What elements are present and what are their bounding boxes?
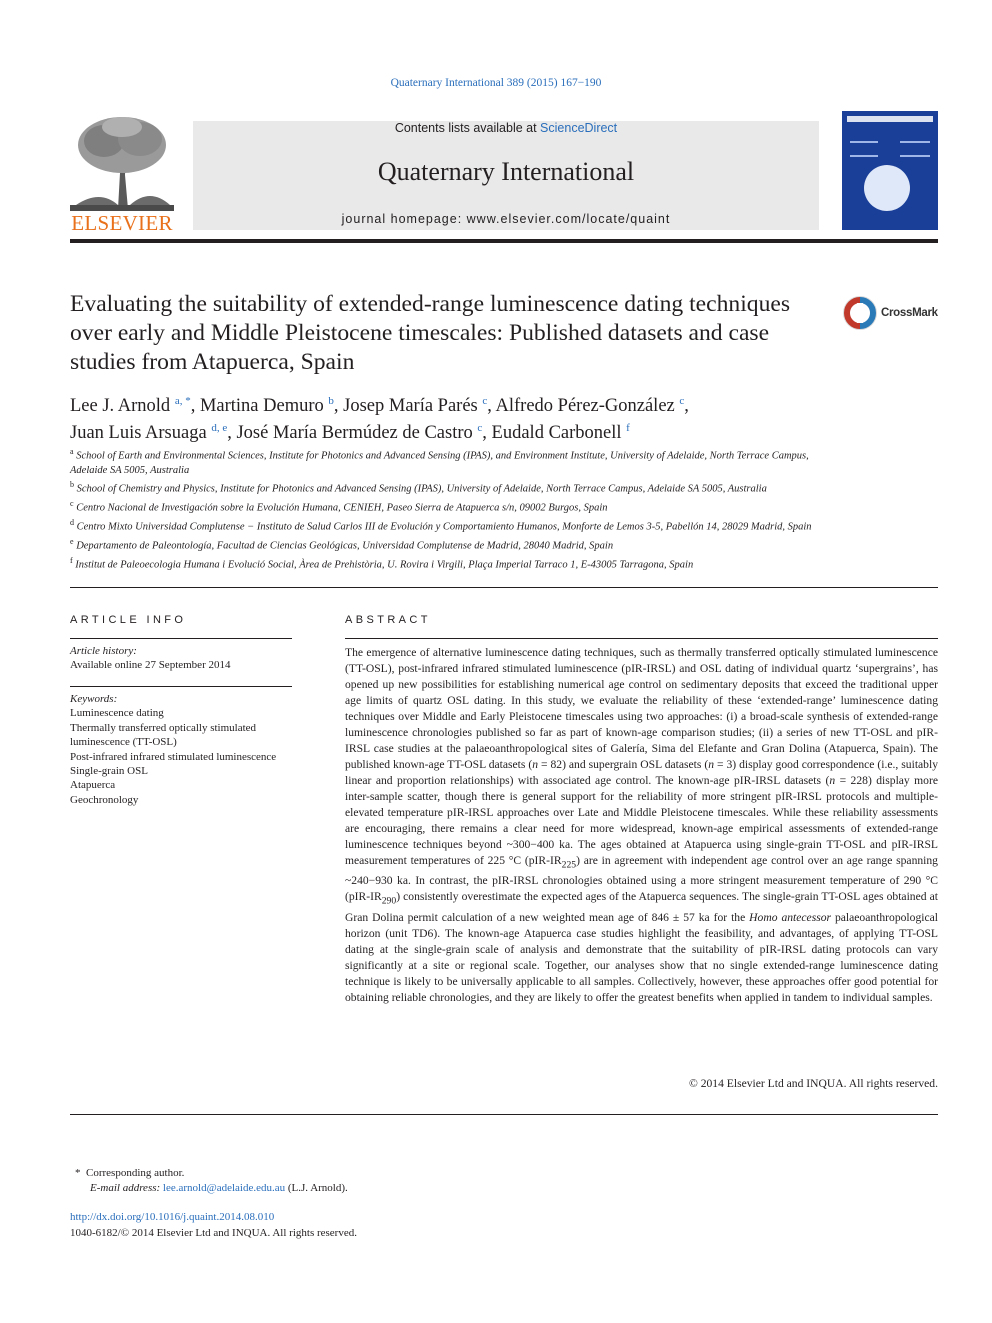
doi-link[interactable]: http://dx.doi.org/10.1016/j.quaint.2014.08.010	[70, 1211, 275, 1223]
affiliation-item	[70, 554, 830, 573]
email-note	[90, 1181, 348, 1195]
footnote-star: *	[75, 1167, 81, 1179]
abstract-divider	[345, 638, 938, 639]
affiliation-key: b	[70, 480, 74, 490]
affiliation-text: Departamento de Paleontología, Facultad de Ciencias Geológicas, Universidad Complutense de Madrid, 28040 Madrid, Spain	[76, 540, 614, 552]
cover-decoration	[850, 141, 878, 157]
author-affiliation-marker[interactable]: f	[626, 422, 630, 435]
article-info-divider	[70, 686, 292, 687]
affiliation-key: f	[70, 555, 73, 565]
section-divider	[70, 1114, 938, 1115]
keyword-item: Thermally transferred optically stimulated luminescence (TT-OSL)	[70, 721, 257, 749]
abstract-text: ) consistently overestimate the expected ages of the Atapuerca sequences. The single-grain TT-OSL ages obtained at Gran Dolina permit calculation of a new weighted mean age of 846 ± 57 ka for the	[345, 890, 938, 924]
abstract-text: = 228) display more inter-sample scatter, though there is general support for the reliability of more stringent pIR-IRSL protocols and multiple-elevated temperature pIR-IRSL approaches over Late and Middle Pleistocene timescales. While these reliability assessments are encouraging, there remains a clear need for more widespread, known-age empirical assessments of extended-range luminescence techniques beyond ~300−400 ka. The ages obtained at Atapuerca using single-grain TT-OSL and pIR-IRSL measurement temperatures of 225 °C (pIR-IR	[345, 774, 938, 867]
author-separator: ,	[684, 396, 689, 417]
author-affiliation-marker[interactable]: a, *	[174, 395, 191, 407]
author-affiliation-marker[interactable]: d, e	[211, 422, 228, 435]
sciencedirect-link[interactable]: ScienceDirect	[540, 121, 618, 135]
journal-header	[193, 121, 819, 230]
affiliation-key: a	[70, 447, 74, 456]
author-affiliation-marker[interactable]: c	[679, 395, 685, 407]
keywords-label: Keywords:	[70, 693, 118, 705]
contents-line	[193, 121, 819, 135]
abstract-text: The emergence of alternative luminescence dating techniques, such as thermally transferred optically stimulated luminescence (TT-OSL), post-infrared infrared stimulated luminescence (pIR-IRSL) and OSL dating of individual quartz ‘supergrains’, has opened up new possibilities for establishing numerical age control on sedimentary deposits that exceed the traditional upper age limits of quartz OSL dating. In this study, we evaluate the reliability of these ‘extended-range’ luminescence dating techniques over Middle and Early Pleistocene timescales using two approaches: (i) a broad-scale synthesis of extended-range luminescence chronologies published so far as part of known-age comparison studies; (ii) a series of new TT-OSL and pIR-IRSL case studies at the palaeoanthropological sites of Galería, Sima del Elefante and Gran Dolina (Atapuerca, Spain). The published known-age TT-OSL datasets (	[345, 646, 938, 771]
author-name[interactable]: Alfredo Pérez-González	[495, 396, 675, 417]
issn-copyright: 1040-6182/© 2014 Elsevier Ltd and INQUA. All rights reserved.	[70, 1227, 357, 1239]
abstract-variable: n	[532, 758, 539, 771]
journal-cover-icon[interactable]	[842, 111, 938, 230]
author-affiliation-marker[interactable]: c	[477, 422, 483, 435]
affiliation-text: School of Chemistry and Physics, Institute for Photonics and Advanced Sensing (IPAS), University of Adelaide, North Terrace Campus, Adelaide SA 5005, Australia	[76, 483, 767, 495]
abstract-text: = 3) display good correspondence (i.e., suitably linear and proportion relationships) with associated age control. The known-age pIR-IRSL datasets (	[345, 758, 938, 787]
abstract-subscript: 290	[381, 895, 397, 907]
affiliation-text: School of Earth and Environmental Sciences, Institute for Photonics and Advanced Sensing (IPAS), and Environment Institute, University of Adelaide, North Terrace Campus, Adelaide SA 5005, Australia	[70, 450, 809, 476]
affiliation-item	[70, 516, 830, 535]
affiliation-item	[70, 497, 830, 516]
crossmark-label: CrossMark	[881, 307, 938, 319]
article-info-divider	[70, 638, 292, 639]
affiliation-key: e	[70, 537, 74, 547]
cover-emblem-icon	[864, 165, 910, 211]
crossmark-icon	[842, 295, 878, 331]
affiliation-text: Centro Mixto Universidad Complutense − Instituto de Salud Carlos III de Evolución y Comportamiento Humanos, Monforte de Lemos 3-5, Pabellón 14, 28029 Madrid, Spain	[76, 521, 812, 533]
author-affiliation-marker[interactable]: b	[328, 395, 334, 407]
article-history	[70, 644, 292, 673]
author-separator: ,	[333, 396, 344, 417]
abstract-heading: ABSTRACT	[345, 614, 431, 626]
author-name[interactable]: Lee J. Arnold	[70, 396, 171, 417]
email-link[interactable]: lee.arnold@adelaide.edu.au	[162, 1182, 286, 1194]
affiliation-item	[70, 445, 830, 478]
author-name[interactable]: Martina Demuro	[199, 396, 324, 417]
keyword-item: Single-grain OSL	[70, 765, 148, 778]
contents-prefix: Contents lists available at	[394, 121, 541, 135]
author-list	[70, 390, 830, 444]
cover-title-band	[847, 116, 933, 122]
author-name[interactable]: Josep María Parés	[343, 396, 478, 417]
email-label: E-mail address:	[90, 1182, 161, 1194]
author-separator: ,	[190, 396, 200, 417]
elsevier-wordmark: ELSEVIER	[71, 211, 173, 235]
crossmark-badge[interactable]	[842, 295, 942, 335]
keyword-list	[70, 692, 292, 807]
elsevier-logo[interactable]	[70, 113, 174, 233]
author-separator: ,	[227, 423, 237, 444]
abstract-copyright: © 2014 Elsevier Ltd and INQUA. All rights reserved.	[688, 1077, 938, 1090]
affiliation-text: Institut de Paleoecologia Humana i Evolució Social, Àrea de Prehistòria, U. Rovira i Virgili, Plaça Imperial Tarraco 1, E-43005 Tarragona, Spain	[75, 559, 694, 571]
author-separator: ,	[487, 396, 496, 417]
keyword-item: Luminescence dating	[70, 707, 164, 720]
cover-decoration	[900, 141, 930, 157]
abstract-text: ) are in agreement with independent age control over an age range spanning ~240−930 ka. In contrast, the pIR-IRSL chronologies obtained using a more stringent measurement temperature of 290 °C (pIR-IR	[345, 854, 938, 904]
keyword-item: Atapuerca	[70, 779, 116, 792]
affiliation-item	[70, 535, 830, 554]
history-label: Article history:	[70, 645, 137, 657]
corresponding-author-note	[75, 1166, 184, 1180]
history-value: Available online 27 September 2014	[70, 659, 231, 672]
affiliation-item	[70, 478, 830, 497]
abstract-subscript: 225	[561, 859, 577, 871]
author-name[interactable]: Eudald Carbonell	[491, 423, 622, 444]
journal-homepage[interactable]: journal homepage: www.elsevier.com/locate/quaint	[341, 212, 671, 226]
article-title: Evaluating the suitability of extended-range luminescence dating techniques over early and Middle Pleistocene timescales: Published datasets and case studies from Atapuerca, Spain	[70, 291, 791, 375]
affiliation-text: Centro Nacional de Investigación sobre la Evolución Humana, CENIEH, Paseo Sierra de Atapuerca s/n, 09002 Burgos, Spain	[76, 502, 608, 514]
section-divider	[70, 587, 938, 588]
journal-citation[interactable]: Quaternary International 389 (2015) 167−190	[390, 77, 602, 89]
abstract-text: = 82) and supergrain OSL datasets (	[538, 758, 709, 771]
author-name[interactable]: José María Bermúdez de Castro	[236, 423, 473, 444]
abstract-text: palaeoanthropological horizon (unit TD6). The known-age Atapuerca case studies highlight the feasibility, and advantages, of applying TT-OSL dating at the single-grain scale of analysis and demonstrate that the suitability of pIR-IRSL dating protocols can vary significantly at a site or regional scale. Together, our analyses show that no single extended-range luminescence dating technique is likely to be universally applicable to all samples. Collectively, however, these approaches offer good potential for obtaining reliable chronologies, and they are likely to offer the greatest benefits when applied in tandem to individual samples.	[345, 910, 938, 1004]
elsevier-tree-icon	[70, 113, 174, 211]
author-affiliation-marker[interactable]: c	[482, 395, 488, 407]
affiliation-key: d	[70, 518, 74, 528]
header-divider	[70, 239, 938, 243]
email-suffix: (L.J. Arnold).	[285, 1182, 348, 1194]
abstract-variable: n	[829, 774, 836, 787]
corresponding-label: Corresponding author.	[86, 1167, 185, 1179]
author-name[interactable]: Juan Luis Arsuaga	[70, 423, 207, 444]
abstract-species: Homo antecessor	[749, 910, 832, 924]
article-info-heading: ARTICLE INFO	[70, 614, 187, 626]
journal-title[interactable]: Quaternary International	[377, 157, 635, 186]
affiliation-list	[70, 445, 830, 573]
keyword-item: Post-infrared infrared stimulated luminescence	[70, 750, 277, 763]
affiliation-key: c	[70, 499, 74, 509]
abstract-body	[345, 645, 938, 1006]
abstract-variable: n	[708, 758, 715, 771]
keyword-item: Geochronology	[70, 793, 139, 806]
author-separator: ,	[482, 423, 492, 444]
